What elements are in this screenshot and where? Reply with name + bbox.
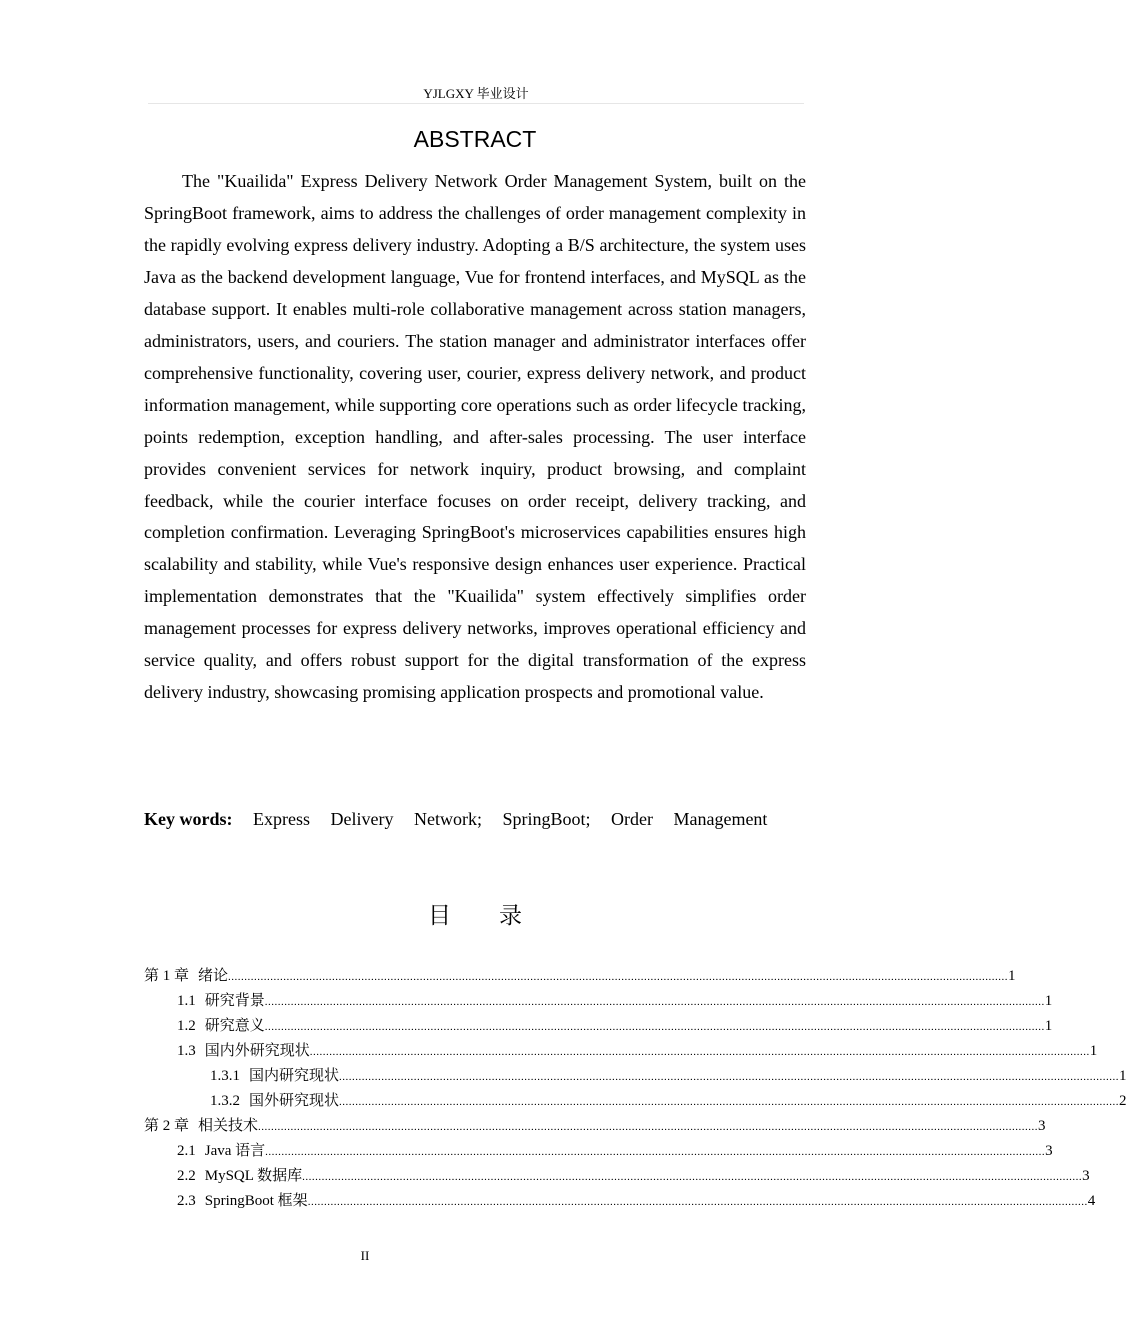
toc-entry-label: 绪论 bbox=[198, 968, 229, 984]
toc-entry-title bbox=[210, 1089, 339, 1114]
toc-entry-number: 2.3 bbox=[177, 1193, 196, 1209]
toc-entry-2-2[interactable] bbox=[144, 1164, 1090, 1189]
toc-entry-number: 第 1 章 bbox=[144, 968, 190, 984]
keywords-line bbox=[144, 804, 806, 835]
abstract-body: The "Kuailida" Express Delivery Network Order Management System, built on the SpringBoot framework, aims to address the challenges of order management complexity in the rapidly evolving express delivery industry. Adopting a B/S architecture, the system uses Java as the backend development language, Vue for frontend interfaces, and MySQL as the database support. It enables multi-role collaborative management across station managers, administrators, users, and couriers. The station manager and administrator interfaces offer comprehensive functionality, covering user, courier, express delivery network, and product information management, while supporting core operations such as order lifecycle tracking, points redemption, exception handling, and after-sales processing. The user interface provides convenient services for network inquiry, product browsing, and complaint feedback, while the courier interface focuses on order receipt, delivery tracking, and completion confirmation. Leveraging SpringBoot's microservices capabilities ensures high scalability and stability, while Vue's responsive design enhances user experience. Practical implementation demonstrates that the "Kuailida" system effectively simplifies order management processes for express delivery networks, improves operational efficiency and service quality, and offers robust support for the digital transformation of the express delivery industry, showcasing promising application prospects and promotional value. bbox=[144, 171, 806, 703]
toc-entry-number: 1.1 bbox=[177, 993, 196, 1009]
keyword: Express bbox=[253, 809, 310, 829]
keyword: SpringBoot; bbox=[502, 809, 591, 829]
toc-entry-number: 1.3.1 bbox=[210, 1068, 240, 1084]
keyword: Network; bbox=[413, 809, 482, 829]
toc-entry-title bbox=[210, 1064, 339, 1089]
toc-entry-number: 1.3.2 bbox=[210, 1093, 240, 1109]
toc-entry-2-3[interactable] bbox=[144, 1189, 1096, 1214]
toc-entry-page: 2 bbox=[1119, 1093, 1127, 1109]
header-divider bbox=[148, 103, 804, 104]
toc-dot-leader: ................................................................................................................................................................................................................................................ bbox=[339, 1071, 1120, 1083]
toc-entry-title bbox=[177, 1039, 310, 1064]
toc-entry-2-1[interactable] bbox=[144, 1139, 1053, 1164]
toc-dot-leader: ................................................................................................................................................................................................................................................ bbox=[258, 1121, 1039, 1133]
toc-entry-number: 1.2 bbox=[177, 1018, 196, 1034]
toc-entry-label: SpringBoot 框架 bbox=[204, 1193, 308, 1209]
toc-dot-leader: ................................................................................................................................................................................................................................................ bbox=[339, 1096, 1120, 1108]
toc-entry-title bbox=[144, 1114, 258, 1139]
toc-entry-1-3-1[interactable] bbox=[144, 1064, 1127, 1089]
keywords-label: Key words: bbox=[144, 809, 233, 829]
toc-dot-leader: ................................................................................................................................................................................................................................................ bbox=[307, 1196, 1088, 1208]
page-number: II bbox=[360, 1248, 370, 1263]
abstract-title: ABSTRACT bbox=[413, 126, 537, 152]
keyword: Management bbox=[673, 809, 768, 829]
toc-entry-page: 1 bbox=[1089, 1043, 1098, 1059]
toc-dot-leader: ................................................................................................................................................................................................................................................ bbox=[302, 1171, 1083, 1183]
toc-entry-title bbox=[177, 1189, 308, 1214]
toc-entry-label: 国外研究现状 bbox=[249, 1093, 340, 1109]
toc-entry-1-3-2[interactable] bbox=[144, 1089, 1127, 1114]
toc-entry-label: 国内研究现状 bbox=[249, 1068, 340, 1084]
toc-entry-page: 1 bbox=[1008, 968, 1016, 984]
toc-entry-number: 第 2 章 bbox=[144, 1118, 190, 1134]
toc-entry-page: 1 bbox=[1044, 993, 1053, 1009]
page-header: YJLGXY 毕业设计 bbox=[423, 86, 529, 101]
toc-entry-title bbox=[177, 989, 265, 1014]
keyword: Delivery bbox=[330, 809, 394, 829]
toc-dot-leader: ................................................................................................................................................................................................................................................ bbox=[309, 1046, 1090, 1058]
toc-entry-label: 研究意义 bbox=[204, 1018, 265, 1034]
toc-entry-page: 1 bbox=[1119, 1068, 1127, 1084]
toc-entry-title bbox=[177, 1164, 302, 1189]
toc-entry-chapter-2[interactable] bbox=[144, 1114, 1046, 1139]
toc-entry-label: 研究背景 bbox=[204, 993, 265, 1009]
toc-entry-1-3[interactable] bbox=[144, 1039, 1098, 1064]
toc-dot-leader: ................................................................................................................................................................................................................................................ bbox=[264, 1021, 1045, 1033]
toc-entry-page: 4 bbox=[1087, 1193, 1096, 1209]
toc-entry-label: 国内外研究现状 bbox=[204, 1043, 310, 1059]
toc-entry-title bbox=[177, 1014, 265, 1039]
toc-entry-chapter-1[interactable] bbox=[144, 964, 1016, 989]
toc-entry-title bbox=[177, 1139, 265, 1164]
toc-entry-label: MySQL 数据库 bbox=[204, 1168, 303, 1184]
toc-entry-page: 3 bbox=[1082, 1168, 1090, 1184]
toc-entry-number: 2.1 bbox=[177, 1143, 196, 1159]
toc-dot-leader: ................................................................................................................................................................................................................................................ bbox=[264, 996, 1045, 1008]
toc-entry-label: 相关技术 bbox=[198, 1118, 259, 1134]
toc-dot-leader: ................................................................................................................................................................................................................................................ bbox=[265, 1146, 1046, 1158]
toc-entry-page: 3 bbox=[1045, 1143, 1053, 1159]
toc-entry-1-2[interactable] bbox=[144, 1014, 1053, 1039]
toc-title: 目录 bbox=[428, 903, 570, 929]
toc-entry-page: 1 bbox=[1044, 1018, 1053, 1034]
keyword: Order bbox=[610, 809, 653, 829]
toc-entry-title bbox=[144, 964, 228, 989]
toc-entry-number: 1.3 bbox=[177, 1043, 196, 1059]
toc-entry-number: 2.2 bbox=[177, 1168, 196, 1184]
toc-entry-page: 3 bbox=[1038, 1118, 1046, 1134]
toc-entry-1-1[interactable] bbox=[144, 989, 1053, 1014]
toc-dot-leader: ................................................................................................................................................................................................................................................ bbox=[228, 971, 1009, 983]
table-of-contents bbox=[144, 964, 1127, 1214]
toc-entry-label: Java 语言 bbox=[204, 1143, 266, 1159]
